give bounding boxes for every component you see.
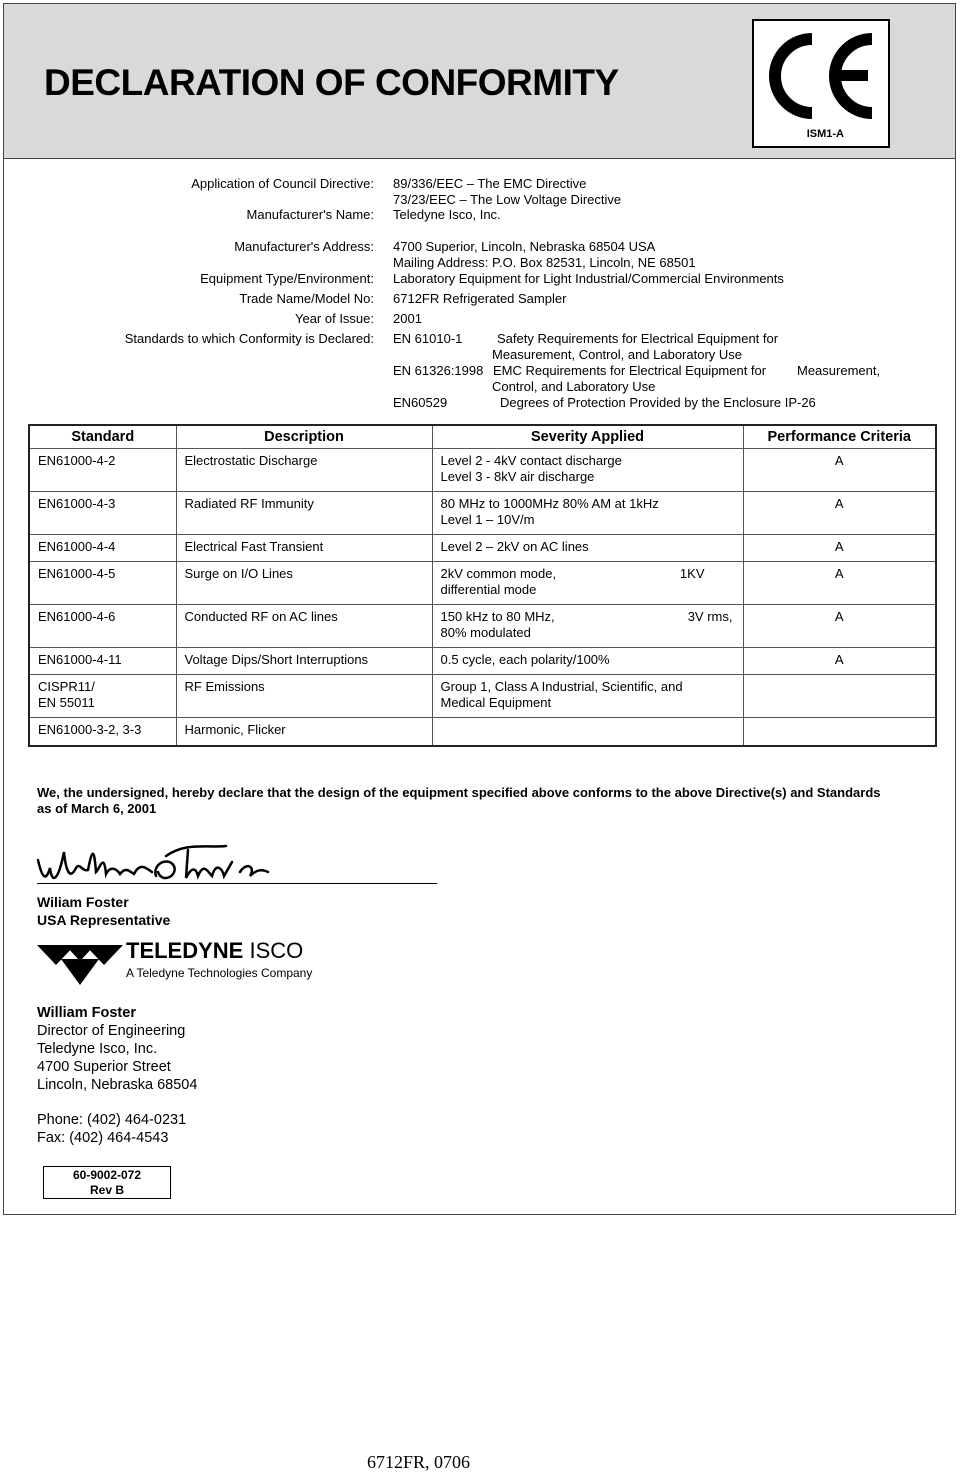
criteria-cell: A bbox=[743, 449, 936, 492]
table-row bbox=[29, 492, 936, 535]
standard-cell bbox=[29, 449, 176, 492]
standard-code: EN61000-4-3 bbox=[38, 496, 116, 511]
contact-line: Lincoln, Nebraska 68504 bbox=[37, 1077, 198, 1093]
severity-line: Level 2 – 2kV on AC lines bbox=[440, 539, 589, 554]
contact-line: Teledyne Isco, Inc. bbox=[37, 1041, 158, 1057]
standard-code: EN61000-4-4 bbox=[38, 539, 116, 554]
info-value: Laboratory Equipment for Light Industrial/Commercial Environments bbox=[393, 271, 784, 286]
severity-cell bbox=[432, 449, 743, 492]
info-label: Manufacturer's Address: bbox=[234, 239, 374, 254]
contact-phone: Phone: (402) 464-0231 bbox=[37, 1112, 187, 1128]
teledyne-logo-text bbox=[126, 938, 303, 964]
standard-cell bbox=[29, 648, 176, 675]
standard-code: EN61000-3-2, 3-3 bbox=[38, 722, 142, 737]
standard-cell bbox=[29, 675, 176, 718]
description-cell: RF Emissions bbox=[176, 675, 432, 718]
standard-code: CISPR11/ bbox=[38, 679, 95, 694]
column-header: Description bbox=[176, 425, 432, 449]
criteria-cell: A bbox=[743, 562, 936, 605]
standard-code: EN 55011 bbox=[38, 695, 95, 710]
severity-line: differential mode bbox=[440, 582, 537, 597]
document-title: DECLARATION OF CONFORMITY bbox=[44, 62, 619, 103]
document-revision: Rev B bbox=[89, 1183, 124, 1197]
ce-mark-code: ISM1-A bbox=[806, 128, 844, 140]
severity-line: Medical Equipment bbox=[440, 695, 552, 710]
signature-line bbox=[37, 883, 437, 884]
contact-line: Director of Engineering bbox=[37, 1023, 186, 1039]
info-label: Standards to which Conformity is Declared: bbox=[124, 331, 374, 346]
contact-line: 4700 Superior Street bbox=[37, 1059, 171, 1075]
standard-code: EN60529 bbox=[393, 395, 448, 410]
table-row bbox=[29, 535, 936, 562]
info-label: Application of Council Directive: bbox=[191, 176, 374, 191]
standard-cell bbox=[29, 605, 176, 648]
table-header-row bbox=[29, 425, 936, 449]
table-row bbox=[29, 718, 936, 746]
severity-value: 1KV bbox=[679, 566, 705, 581]
info-value: 6712FR Refrigerated Sampler bbox=[393, 291, 567, 306]
document-number-box bbox=[43, 1166, 171, 1199]
standard-cell bbox=[29, 718, 176, 746]
description-cell: Harmonic, Flicker bbox=[176, 718, 432, 746]
column-header: Severity Applied bbox=[432, 425, 743, 449]
criteria-cell: A bbox=[743, 535, 936, 562]
standard-code: EN61000-4-11 bbox=[38, 652, 122, 667]
standard-cell bbox=[29, 535, 176, 562]
severity-cell bbox=[432, 492, 743, 535]
criteria-cell: A bbox=[743, 492, 936, 535]
severity-cell bbox=[432, 605, 743, 648]
info-value: 73/23/EEC – The Low Voltage Directive bbox=[393, 192, 622, 207]
description-cell: Conducted RF on AC lines bbox=[176, 605, 432, 648]
contact-name: William Foster bbox=[37, 1005, 136, 1021]
teledyne-logo-icon bbox=[37, 941, 123, 987]
table-row bbox=[29, 449, 936, 492]
info-value: 89/336/EEC – The EMC Directive bbox=[393, 176, 587, 191]
standard-text: Degrees of Protection Provided by the Enclosure IP-26 bbox=[500, 395, 816, 410]
standard-code: EN 61010-1 bbox=[393, 331, 463, 346]
handwritten-signature bbox=[36, 832, 276, 888]
severity-line: 80 MHz to 1000MHz 80% AM at 1kHz bbox=[440, 496, 659, 511]
severity-line: 2kV common mode, bbox=[440, 566, 557, 581]
severity-cell bbox=[432, 675, 743, 718]
standard-text: Safety Requirements for Electrical Equipment for bbox=[497, 331, 779, 346]
severity-line: Level 3 - 8kV air discharge bbox=[440, 469, 595, 484]
severity-line: 0.5 cycle, each polarity/100% bbox=[440, 652, 610, 667]
logo-tagline: A Teledyne Technologies Company bbox=[126, 966, 313, 980]
logo-brand-bold: TELEDYNE bbox=[126, 938, 244, 963]
severity-cell bbox=[432, 535, 743, 562]
severity-cell bbox=[432, 648, 743, 675]
standard-text: Control, and Laboratory Use bbox=[492, 379, 656, 394]
criteria-cell bbox=[743, 718, 936, 746]
table-row bbox=[29, 648, 936, 675]
info-value: 4700 Superior, Lincoln, Nebraska 68504 USA bbox=[393, 239, 656, 254]
severity-line: Level 2 - 4kV contact discharge bbox=[440, 453, 622, 468]
table-row bbox=[29, 605, 936, 648]
signer-title: USA Representative bbox=[37, 912, 171, 928]
table-row bbox=[29, 562, 936, 605]
info-label: Equipment Type/Environment: bbox=[200, 271, 374, 286]
severity-line: Group 1, Class A Industrial, Scientific, and bbox=[440, 679, 683, 694]
description-cell: Radiated RF Immunity bbox=[176, 492, 432, 535]
standard-code: EN61000-4-5 bbox=[38, 566, 116, 581]
severity-cell bbox=[432, 718, 743, 746]
info-value: 2001 bbox=[393, 311, 422, 326]
contact-fax: Fax: (402) 464-4543 bbox=[37, 1130, 169, 1146]
info-value: Teledyne Isco, Inc. bbox=[393, 207, 501, 222]
signer-name: Wiliam Foster bbox=[37, 894, 129, 910]
severity-line: 150 kHz to 80 MHz, bbox=[440, 609, 555, 624]
standard-code: EN61000-4-2 bbox=[38, 453, 116, 468]
standard-cell bbox=[29, 492, 176, 535]
page-footer: 6712FR, 0706 bbox=[367, 1452, 471, 1472]
info-label: Year of Issue: bbox=[294, 311, 374, 326]
description-cell: Voltage Dips/Short Interruptions bbox=[176, 648, 432, 675]
standards-table bbox=[28, 424, 937, 747]
info-label: Trade Name/Model No: bbox=[239, 291, 374, 306]
column-header: Standard bbox=[29, 425, 176, 449]
severity-line: 80% modulated bbox=[440, 625, 531, 640]
description-cell: Electrical Fast Transient bbox=[176, 535, 432, 562]
info-value: Mailing Address: P.O. Box 82531, Lincoln, NE 68501 bbox=[393, 255, 696, 270]
standard-cell bbox=[29, 562, 176, 605]
criteria-cell: A bbox=[743, 648, 936, 675]
document-number: 60-9002-072 bbox=[72, 1168, 142, 1182]
severity-value: 3V rms, bbox=[687, 609, 733, 624]
severity-line: Level 1 – 10V/m bbox=[440, 512, 535, 527]
description-cell: Electrostatic Discharge bbox=[176, 449, 432, 492]
standard-text: EMC Requirements for Electrical Equipment for bbox=[493, 363, 767, 378]
standard-text: Measurement, Control, and Laboratory Use bbox=[492, 347, 743, 362]
criteria-cell: A bbox=[743, 605, 936, 648]
standard-code: EN61000-4-6 bbox=[38, 609, 116, 624]
ce-mark bbox=[752, 19, 890, 148]
description-cell: Surge on I/O Lines bbox=[176, 562, 432, 605]
criteria-cell bbox=[743, 675, 936, 718]
ce-mark-icon bbox=[760, 27, 882, 125]
column-header: Performance Criteria bbox=[743, 425, 936, 449]
declaration-text: We, the undersigned, hereby declare that the design of the equipment specified above conforms to the above Directive(s) and Standards as of March 6, 2001 bbox=[37, 785, 881, 816]
table-row bbox=[29, 675, 936, 718]
info-label: Manufacturer's Name: bbox=[246, 207, 374, 222]
standard-text: Measurement, bbox=[797, 363, 881, 378]
logo-brand-light: ISCO bbox=[249, 938, 304, 963]
severity-cell bbox=[432, 562, 743, 605]
standard-code: EN 61326:1998 bbox=[393, 363, 484, 378]
